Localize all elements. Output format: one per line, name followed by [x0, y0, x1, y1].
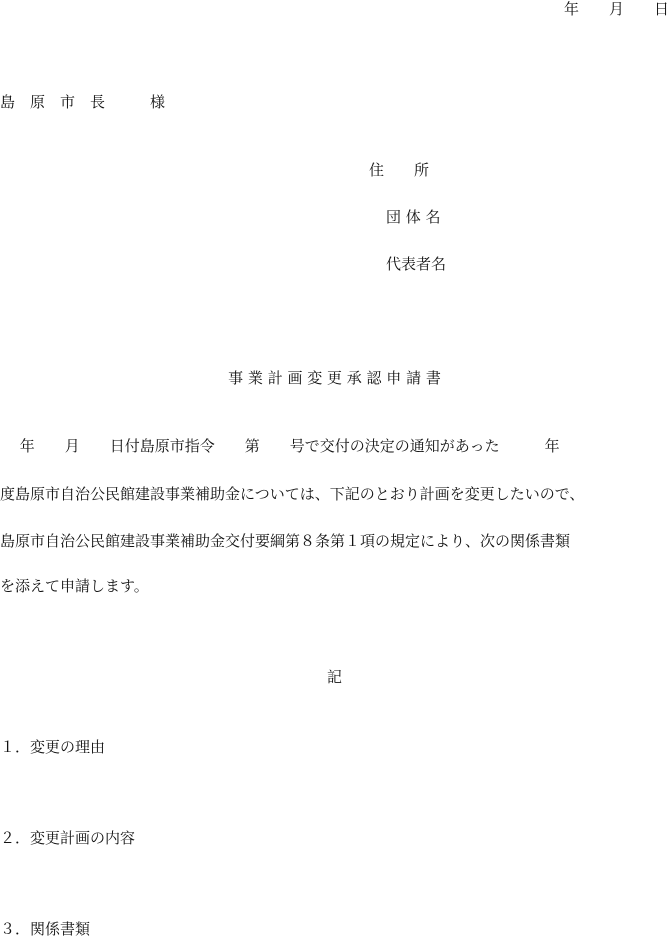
ki-heading: 記 — [326, 668, 342, 686]
address-label: 住 所 — [369, 161, 430, 179]
body-text-line: 度島原市自治公民館建設事業補助金については、下記のとおり計画を変更したいので、 — [0, 485, 585, 503]
representative-name-label: 代表者名 — [386, 255, 447, 273]
body-text-line: を添えて申請します。 — [0, 577, 149, 595]
list-item-change-reason: １．変更の理由 — [0, 738, 106, 756]
body-text-line: 島原市自治公民館建設事業補助金交付要綱第８条第１項の規定により、次の関係書類 — [0, 532, 571, 550]
document-title: 事 業 計 画 変 更 承 認 申 請 書 — [228, 369, 441, 387]
date-line: 年 月 日 — [563, 0, 669, 18]
list-item-change-plan: ２．変更計画の内容 — [0, 829, 136, 847]
body-text-line: 年 月 日付島原市指令 第 号で交付の決定の通知があった 年 — [0, 437, 560, 455]
list-item-related-documents: ３．関係書類 — [0, 920, 91, 938]
group-name-label: 団 体 名 — [386, 208, 441, 226]
addressee: 島 原 市 長 様 — [0, 93, 166, 111]
